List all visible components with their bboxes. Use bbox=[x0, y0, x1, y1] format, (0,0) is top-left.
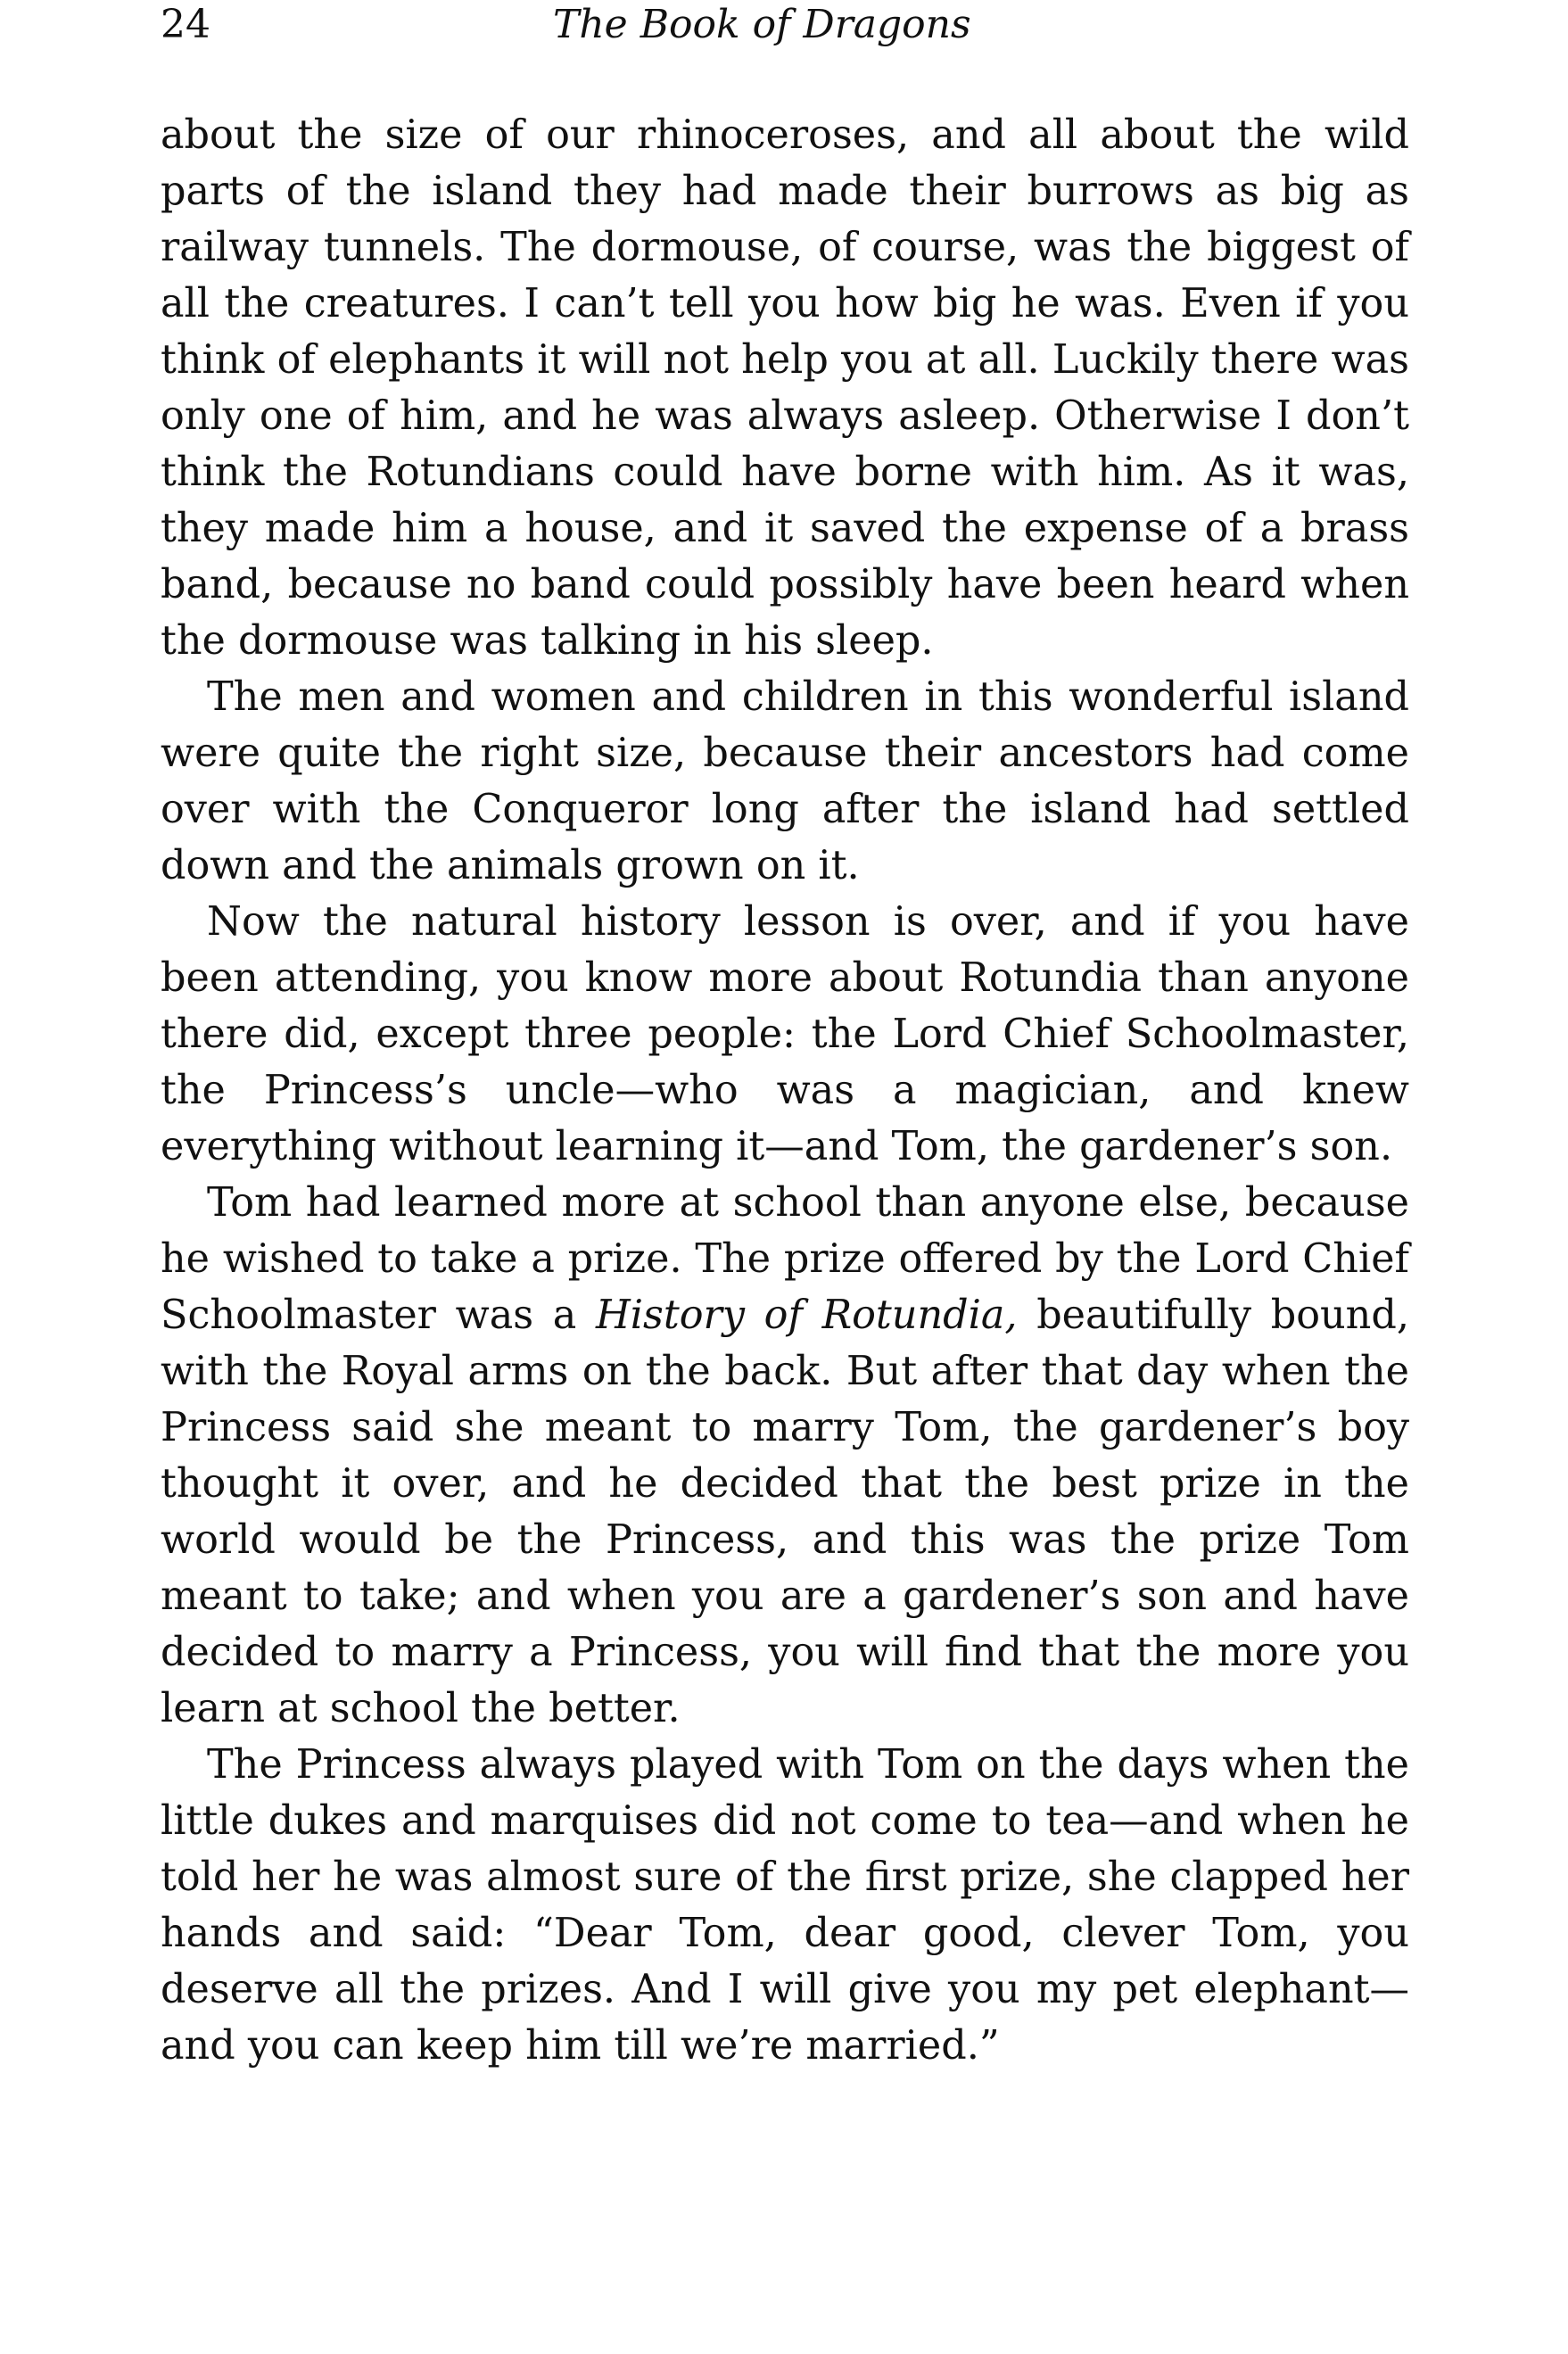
paragraph-2: The men and women and children in this wonderful island were quite the right size, because their ancestors had come over with the Conqueror long after the island had settled down and the animals grown on it. bbox=[161, 674, 1409, 888]
paragraph-5: The Princess always played with Tom on the days when the little dukes and marquises did not come to tea—and when he told her he was almost sure of the first prize, she clapped her hands and said: “Dear Tom, dear good, clever Tom, you deserve all the prizes. And I will give you my pet elephant—and you can keep him till we’re married.” bbox=[161, 1742, 1409, 2069]
page-number: 24 bbox=[161, 2, 210, 47]
paragraph-4 bbox=[161, 1175, 1409, 1737]
body-text bbox=[161, 107, 1409, 2074]
book-title: The Book of Dragons bbox=[553, 2, 971, 47]
paragraph-4-end: beautifully bound, with the Royal arms on the back. But after that day when the Princess said she meant to marry Tom, the gardener’s boy thought it over, and he decided that the best prize in the world would be the Princess, and this was the prize Tom meant to take; and when you are a gardener’s son and have decided to marry a Princess, you will find that the more you learn at school the better. bbox=[161, 1293, 1409, 1731]
running-head bbox=[161, 0, 1409, 54]
book-reference: History of Rotundia, bbox=[596, 1293, 1018, 1338]
paragraph-1: about the size of our rhinoceroses, and all about the wild parts of the island they had made their burrows as big as railway tunnels. The dormouse, of course, was the biggest of all the creatures. I can’t tell you how big he was. Even if you think of elephants it will not help you at all. Luckily there was only one of him, and he was always asleep. Otherwise I don’t think the Rotundians could have borne with him. As it was, they made him a house, and it saved the expense of a brass band, because no band could possibly have been heard when the dormouse was talking in his sleep. bbox=[161, 112, 1409, 664]
paragraph-3: Now the natural history lesson is over, and if you have been attending, you know more about Rotundia than anyone there did, except three people: the Lord Chief Schoolmaster, the Princess’s uncle—who was a magician, and knew everything without learning it—and Tom, the gardener’s son. bbox=[161, 899, 1409, 1169]
paragraph-4-start: Tom had learned more at school than anyone else, because he wished to take a prize. The prize offered by the Lord Chief Schoolmaster was a bbox=[161, 1180, 1409, 1338]
